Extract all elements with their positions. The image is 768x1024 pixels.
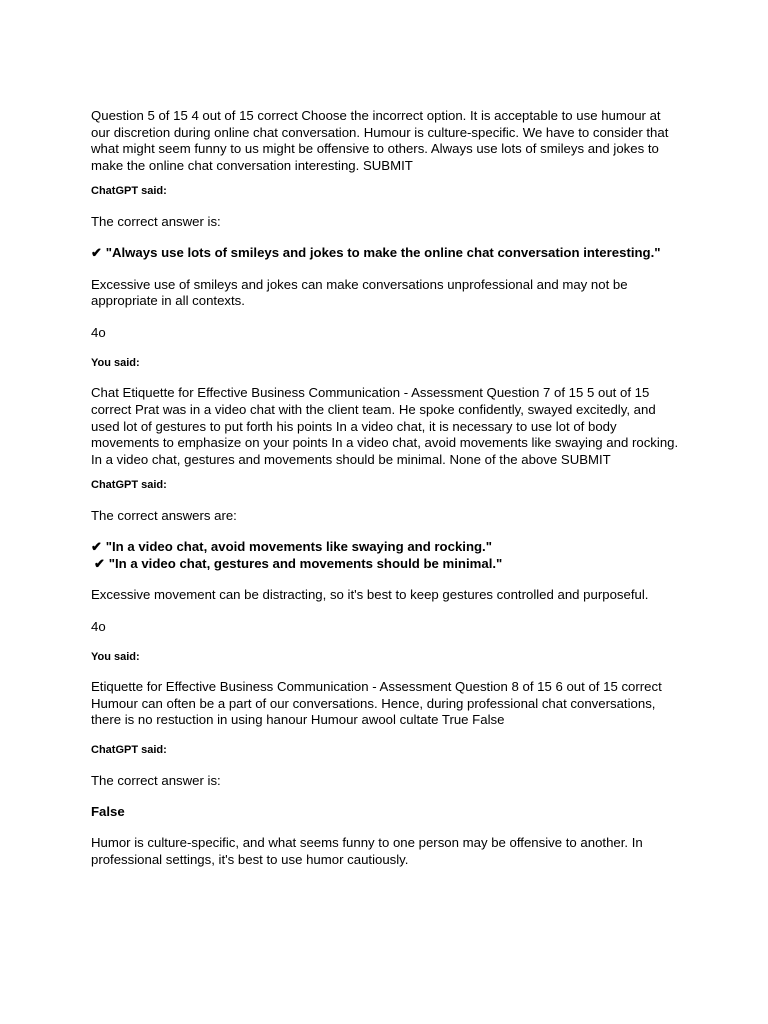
- assistant-label: ChatGPT said:: [91, 185, 167, 198]
- user-label: You said:: [91, 357, 140, 370]
- question-8-text: Etiquette for Effective Business Communication - Assessment Question 8 of 15 6 out of 15 correct Humour can often be a part of our conversations. Hence, during professional chat conversations, there is no restuction in using hanour Humour awool cultate True False: [91, 679, 662, 728]
- user-label: You said:: [91, 651, 140, 664]
- explanation-text: Excessive use of smileys and jokes can make conversations unprofessional and may not be appropriate in all contexts.: [91, 276, 628, 309]
- answer-intro: The correct answers are:: [91, 508, 237, 524]
- explanation-text: Humor is culture-specific, and what seems funny to one person may be offensive to another. In professional settings, it's best to use humor cautiously.: [91, 835, 643, 867]
- correct-answer: False: [91, 803, 125, 819]
- model-tag: 4o: [91, 618, 106, 634]
- answer-intro: The correct answer is:: [91, 773, 221, 789]
- document-page: [91, 108, 681, 868]
- assistant-label: ChatGPT said:: [91, 744, 167, 757]
- answer-intro: The correct answer is:: [91, 214, 221, 230]
- correct-answer-1: ✔ "In a video chat, avoid movements like swaying and rocking.": [91, 538, 492, 554]
- question-7-text: Chat Etiquette for Effective Business Communication - Assessment Question 7 of 15 5 out of 15 correct Prat was in a video chat with the client team. He spoke confidently, swayed excitedly, and used lot of gestures to put forth his points In a video chat, it is necessary to use lot of body movements to emphasize on your points In a video chat, avoid movements like swaying and rocking. In a video chat, gestures and movements should be minimal. None of the above SUBMIT: [91, 385, 679, 467]
- correct-answers: [91, 539, 681, 572]
- model-tag: 4o: [91, 324, 106, 340]
- correct-answer: ✔ "Always use lots of smileys and jokes to make the online chat conversation interesting.": [91, 244, 661, 260]
- question-5-text: Question 5 of 15 4 out of 15 correct Choose the incorrect option. It is acceptable to use humour at our discretion during online chat conversation. Humour is culture-specific. We have to consider that what might seem funny to us might be offensive to others. Always use lots of smileys and jokes to make the online chat conversation interesting. SUBMIT: [91, 108, 669, 173]
- correct-answer-2: ✔ "In a video chat, gestures and movements should be minimal.": [94, 555, 503, 571]
- assistant-label: ChatGPT said:: [91, 479, 167, 492]
- explanation-text: Excessive movement can be distracting, so it's best to keep gestures controlled and purposeful.: [91, 587, 649, 603]
